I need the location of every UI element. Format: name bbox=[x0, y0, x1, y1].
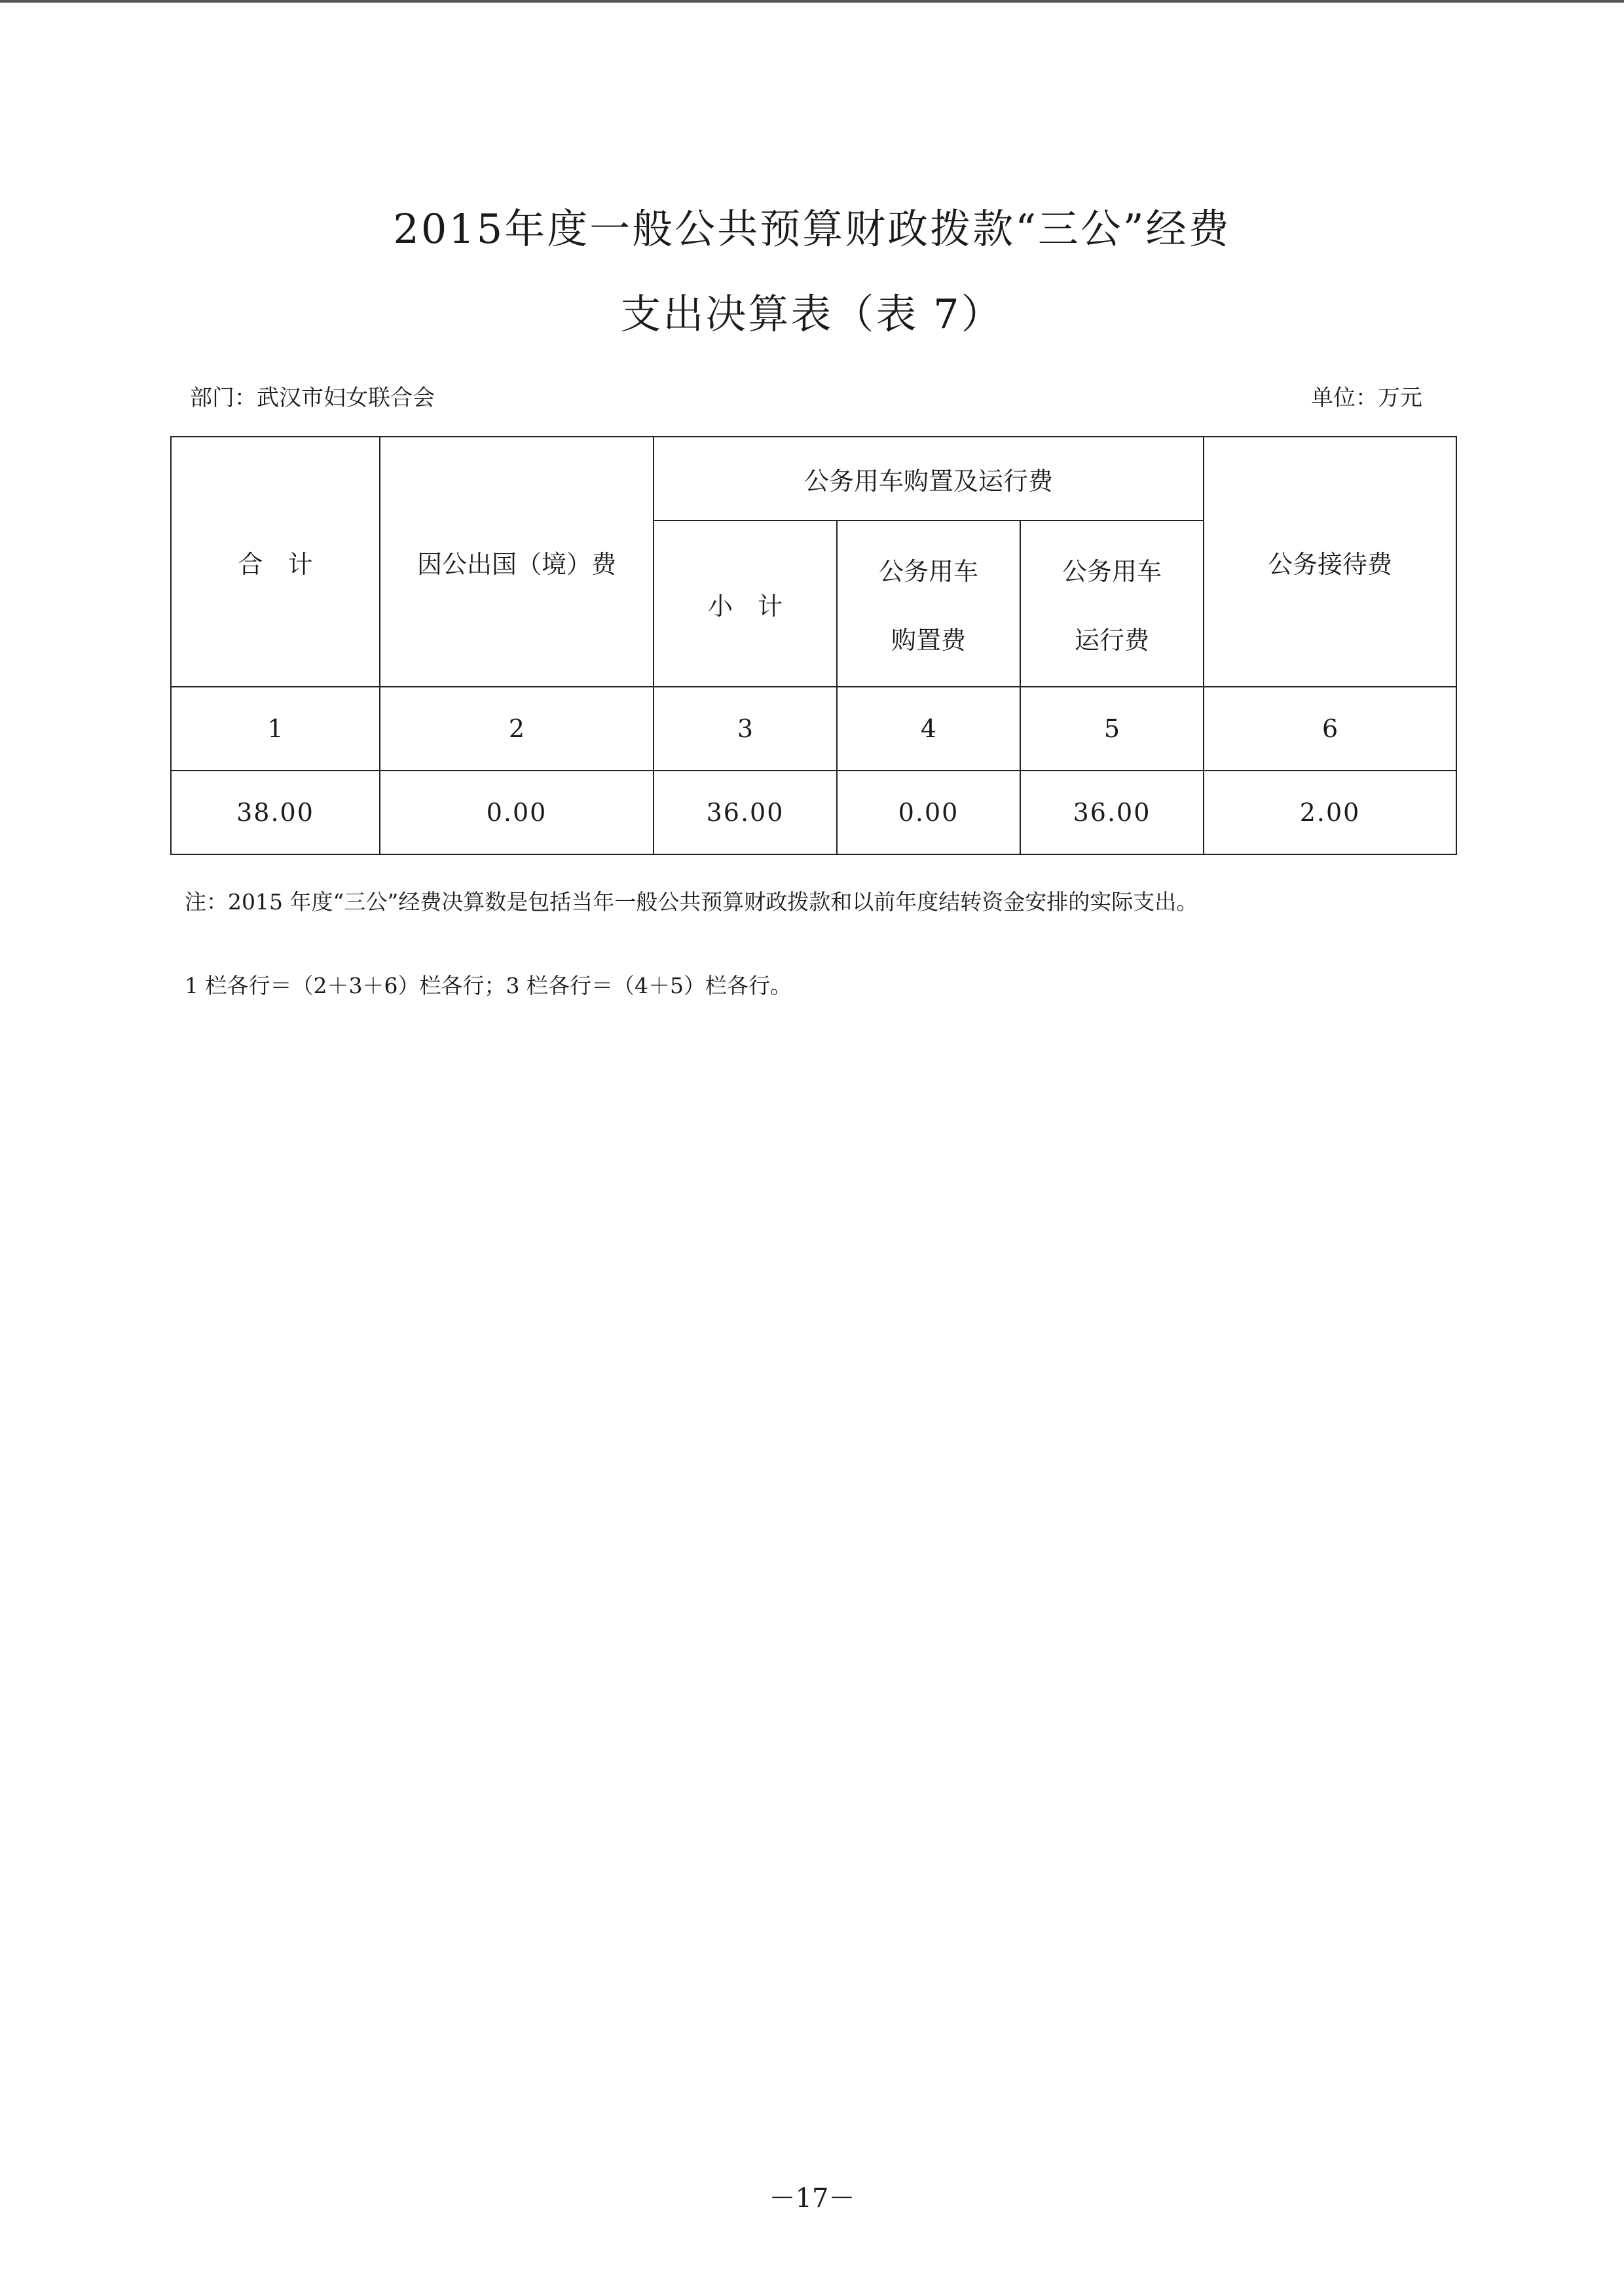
index-cell: 3 bbox=[654, 687, 837, 771]
header-vehicle-purchase-line2: 购置费 bbox=[891, 626, 966, 655]
value-vehicle-purchase: 0.00 bbox=[837, 771, 1020, 854]
header-abroad: 因公出国（境）费 bbox=[380, 437, 654, 687]
department-label: 部门：武汉市妇女联合会 bbox=[190, 385, 435, 411]
header-vehicle-operation bbox=[1020, 520, 1204, 687]
index-cell: 5 bbox=[1020, 687, 1204, 771]
scan-edge bbox=[0, 0, 1624, 3]
header-vehicle-purchase bbox=[837, 520, 1020, 687]
page-title: 2015年度一般公共预算财政拨款“三公”经费 bbox=[393, 205, 1231, 253]
value-abroad: 0.00 bbox=[380, 771, 654, 854]
value-reception: 2.00 bbox=[1204, 771, 1456, 854]
index-cell: 6 bbox=[1204, 687, 1456, 771]
header-reception: 公务接待费 bbox=[1204, 437, 1456, 687]
header-row bbox=[171, 437, 1456, 520]
unit-label: 单位：万元 bbox=[1311, 385, 1422, 411]
note-line-1: 注：2015 年度“三公”经费决算数是包括当年一般公共预算财政拨款和以前年度结转资金安排的实际支出。 bbox=[185, 889, 1198, 915]
header-vehicle-operation-line2: 运行费 bbox=[1075, 626, 1150, 655]
value-subtotal: 36.00 bbox=[654, 771, 837, 854]
page-subtitle: 支出决算表（表 7） bbox=[620, 290, 1004, 338]
header-vehicle-operation-line1: 公务用车 bbox=[1062, 557, 1162, 586]
header-vehicle-group: 公务用车购置及运行费 bbox=[654, 437, 1204, 520]
header-total: 合 计 bbox=[171, 437, 380, 687]
index-row bbox=[171, 687, 1456, 771]
index-cell: 4 bbox=[837, 687, 1020, 771]
value-row bbox=[171, 771, 1456, 854]
note-line-2: 1 栏各行＝（2＋3＋6）栏各行；3 栏各行＝（4＋5）栏各行。 bbox=[185, 973, 792, 998]
index-cell: 2 bbox=[380, 687, 654, 771]
header-vehicle-purchase-line1: 公务用车 bbox=[878, 557, 978, 586]
header-subtotal: 小 计 bbox=[654, 520, 837, 687]
value-vehicle-operation: 36.00 bbox=[1020, 771, 1204, 854]
page-number: －17－ bbox=[769, 2183, 855, 2214]
value-total: 38.00 bbox=[171, 771, 380, 854]
index-cell: 1 bbox=[171, 687, 380, 771]
expense-table bbox=[170, 436, 1457, 855]
